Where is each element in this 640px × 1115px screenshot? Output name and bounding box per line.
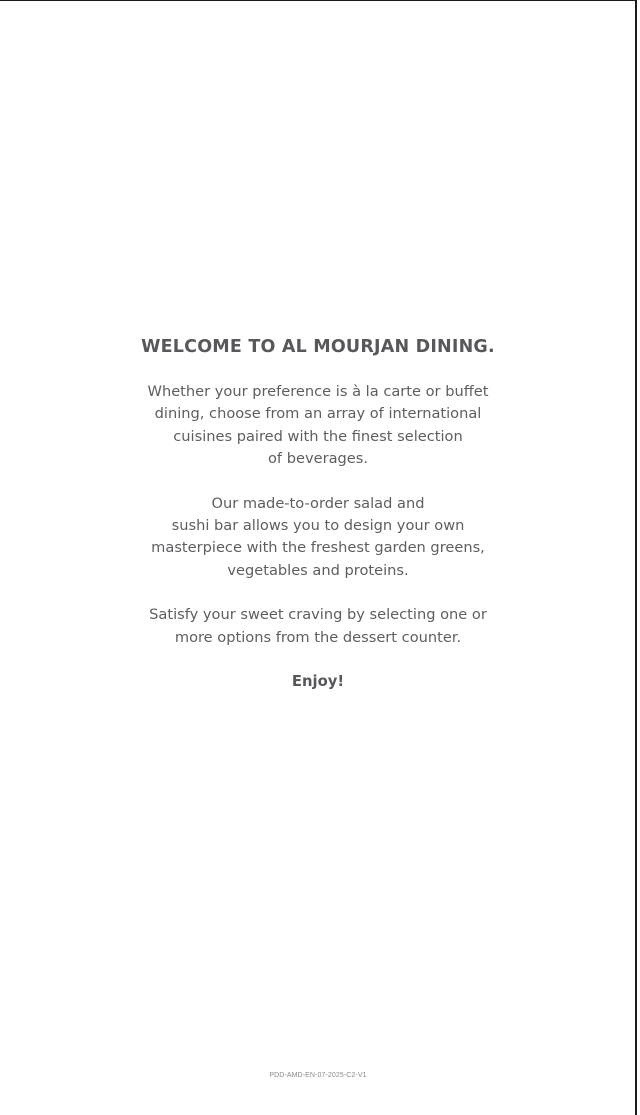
dessert-paragraph (0, 604, 636, 649)
paragraph-line: sushi bar allows you to design your own (171, 517, 465, 535)
paragraph-line: dining, choose from an array of international (154, 405, 482, 423)
paragraph-line: Whether your preference is à la carte or buffet (147, 383, 489, 400)
paragraph-line: more options from the dessert counter. (174, 628, 462, 646)
salad-sushi-paragraph (0, 493, 636, 583)
welcome-section (0, 335, 636, 693)
paragraph-line: masterpiece with the freshest garden greens, (151, 539, 485, 557)
intro-paragraph (0, 381, 636, 471)
paragraph-line: Our made-to-order salad and (211, 494, 425, 512)
document-code: PDD-AMD-EN-07-2025-C2-V1 (269, 1072, 367, 1079)
paragraph-line: of beverages. (268, 450, 368, 468)
welcome-title: WELCOME TO AL MOURJAN DINING. (141, 337, 495, 357)
paragraph-line: cuisines paired with the finest selection (173, 427, 463, 445)
paragraph-line: Satisfy your sweet craving by selecting one or (149, 606, 487, 624)
closing-text: Enjoy! (291, 673, 345, 691)
paragraph-line: vegetables and proteins. (227, 561, 409, 579)
